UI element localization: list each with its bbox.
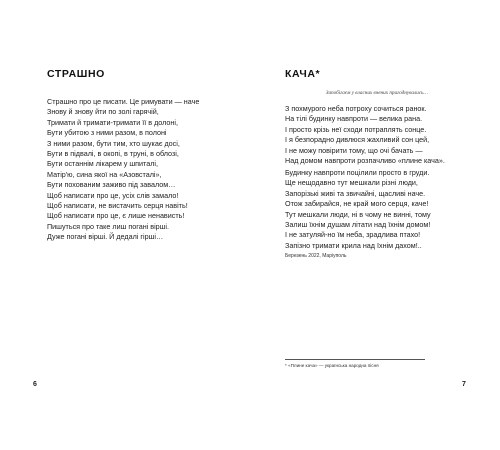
page-number-right: 7 bbox=[462, 381, 466, 388]
poem-kacha-stanza-2 bbox=[285, 168, 431, 251]
poem-line: Страшно про це писати. Це римувати — наче bbox=[47, 97, 200, 106]
poem-line: Будинку навпроти поцілили просто в груди. bbox=[285, 168, 430, 177]
poem-line: І просто крізь неї сходи потраплять сонце. bbox=[285, 124, 427, 134]
poem-line: Знову й знову йти по золі гарячій, bbox=[47, 107, 159, 117]
poem-line: З похмурого неба потроху сочиться ранок. bbox=[285, 104, 427, 113]
poem-line: Щоб написати, не вистачить серця навіть! bbox=[47, 201, 188, 211]
poem-line: Щоб написати про це, є лише ненависть! bbox=[47, 211, 185, 221]
poem-line: Запорізькі живі та звичайні, щасливі наче. bbox=[285, 188, 426, 198]
poem-line: Пишуться про таке лиш погані вірші. bbox=[47, 221, 170, 231]
poem-line: Запізно тримати крила над їхнім дахом!.. bbox=[285, 240, 422, 250]
poem-line: Залиш їхнім душам літати над їхнім домом! bbox=[285, 220, 431, 230]
footnote: * «Плине кача» — українська народна пісня bbox=[285, 363, 379, 368]
poem-title-strashno: СТРАШНО bbox=[47, 68, 105, 80]
poem-line: Ще нещодавно тут мешкали різні люди, bbox=[285, 178, 418, 188]
poem-line: Бути убитою з ними разом, в полоні bbox=[47, 128, 167, 138]
poem-strashno-body bbox=[47, 97, 199, 243]
poem-line: Тримати й тримати-тримати її в долоні, bbox=[47, 117, 178, 127]
poem-epigraph: Запобігаєм у власних вчених пригоднувались… bbox=[325, 90, 429, 96]
poem-line: І не затуляй-но їм неба, зрадлива птахо! bbox=[285, 230, 421, 240]
page-number-left: 6 bbox=[33, 381, 37, 388]
poem-line: Бути останнім лікарем у шпиталі, bbox=[47, 159, 159, 169]
poem-line: Бути в підвалі, в окопі, в труні, в облозі, bbox=[47, 149, 179, 159]
right-page bbox=[250, 0, 500, 450]
poem-line: І я безпорадно дивлюся жахливий сон цей, bbox=[285, 135, 430, 145]
poem-line: Бути похованим заживо під завалом… bbox=[47, 180, 176, 190]
poem-line: Над домом навпроти розпачливо «плине кача». bbox=[285, 156, 445, 166]
poem-title-kacha: КАЧА* bbox=[285, 68, 321, 80]
poem-line: Щоб написати про це, усіх слів замало! bbox=[47, 190, 179, 200]
poem-line: І не можу повірити тому, що очі бачать — bbox=[285, 145, 423, 155]
poem-line: З ними разом, бути тим, хто шукає досі, bbox=[47, 138, 180, 148]
poem-kacha-stanza-1 bbox=[285, 104, 445, 166]
poem-line: Отож забирайся, не край мого серця, каче! bbox=[285, 199, 429, 209]
poem-line: Дуже погані вірші. Й дедалі гірші… bbox=[47, 232, 164, 242]
poem-line: Тут мешкали люди, ні в чому не винні, тому bbox=[285, 209, 431, 219]
poem-line: Матір'ю, сина якої на «Азовсталі», bbox=[47, 169, 162, 179]
poem-line: На тілі будинку навпроти — велика рана. bbox=[285, 114, 423, 124]
footnote-divider bbox=[285, 359, 425, 360]
poem-dateline: Березень 2022, Маріуполь bbox=[285, 253, 347, 259]
